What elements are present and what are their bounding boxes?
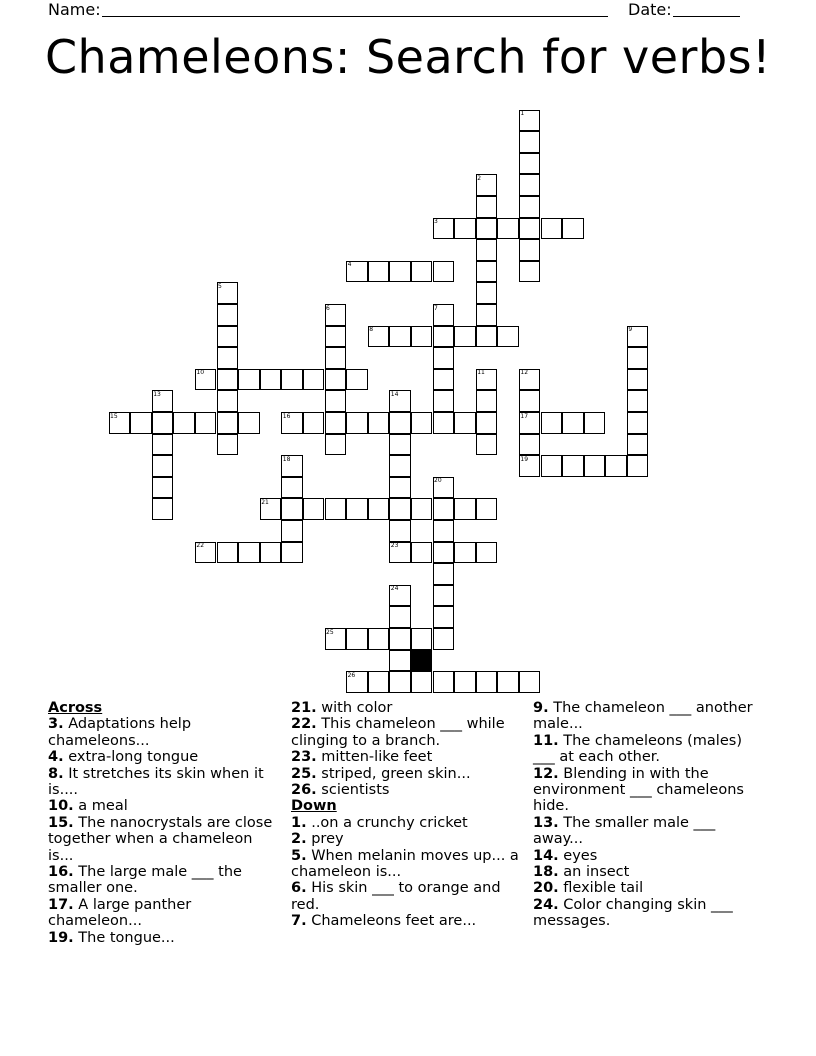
clue-item bbox=[533, 733, 763, 766]
grid-cell[interactable] bbox=[411, 671, 433, 693]
grid-cell[interactable] bbox=[368, 628, 390, 650]
clue-text: Color changing skin ___ messages. bbox=[533, 896, 733, 930]
clue-number: 3 bbox=[434, 218, 438, 226]
grid-cell[interactable] bbox=[281, 498, 303, 520]
grid-cell[interactable] bbox=[454, 671, 476, 693]
grid-cell[interactable] bbox=[519, 218, 541, 240]
clue-number: 25 bbox=[326, 628, 334, 636]
grid-cell[interactable] bbox=[627, 412, 649, 434]
grid-cell[interactable] bbox=[627, 347, 649, 369]
grid-cell[interactable] bbox=[476, 412, 498, 434]
clue-number-label: 14. bbox=[533, 847, 559, 864]
clue-number: 12 bbox=[520, 369, 529, 377]
clue-number-label: 24. bbox=[533, 896, 559, 913]
grid-cell[interactable] bbox=[519, 261, 541, 283]
down-heading: Down bbox=[291, 798, 337, 815]
clue-text: When melanin moves up... a chameleon is... bbox=[291, 847, 519, 881]
clue-text: eyes bbox=[563, 847, 598, 864]
grid-cell[interactable] bbox=[433, 520, 455, 542]
grid-cell[interactable] bbox=[389, 628, 411, 650]
grid-cell[interactable] bbox=[476, 218, 498, 240]
clue-number-label: 13. bbox=[533, 814, 559, 831]
grid-cell[interactable] bbox=[433, 390, 455, 412]
grid-cell[interactable] bbox=[281, 542, 303, 564]
clue-number: 5 bbox=[218, 282, 222, 290]
clue-number-label: 2. bbox=[291, 831, 307, 848]
grid-cell[interactable] bbox=[217, 390, 239, 412]
grid-cell[interactable] bbox=[476, 282, 498, 304]
grid-cell[interactable] bbox=[476, 434, 498, 456]
clue-text: The smaller male ___ away... bbox=[533, 814, 716, 848]
clue-item bbox=[291, 880, 523, 913]
grid-cell[interactable] bbox=[584, 455, 606, 477]
clue-text: This chameleon ___ while clinging to a branch. bbox=[291, 716, 505, 749]
grid-cell[interactable] bbox=[346, 498, 368, 520]
clue-item bbox=[48, 749, 278, 765]
grid-cell[interactable] bbox=[454, 326, 476, 348]
clue-text: mitten-like feet bbox=[321, 749, 433, 766]
grid-cell[interactable] bbox=[346, 369, 368, 391]
grid-cell[interactable] bbox=[433, 347, 455, 369]
clue-item bbox=[533, 880, 763, 896]
clues-column-3 bbox=[533, 700, 763, 930]
grid-cell[interactable] bbox=[152, 455, 174, 477]
grid-cell[interactable] bbox=[346, 412, 368, 434]
grid-cell[interactable] bbox=[433, 563, 455, 585]
across-heading: Across bbox=[48, 700, 103, 716]
grid-cell[interactable] bbox=[627, 455, 649, 477]
across-clue-list bbox=[48, 716, 278, 946]
clue-number: 16 bbox=[282, 412, 291, 420]
clue-text: a meal bbox=[78, 798, 128, 815]
clue-item bbox=[291, 831, 523, 847]
grid-cell[interactable] bbox=[411, 542, 433, 564]
grid-cell[interactable] bbox=[476, 671, 498, 693]
clue-item bbox=[533, 848, 763, 864]
clue-text: The nanocrystals are close together when a chameleon is... bbox=[48, 814, 273, 864]
clue-number-label: 21. bbox=[291, 700, 317, 716]
grid-cell[interactable] bbox=[411, 412, 433, 434]
clue-item bbox=[48, 897, 278, 930]
grid-cell[interactable] bbox=[389, 261, 411, 283]
name-label: Name: bbox=[48, 0, 101, 19]
clue-text: with color bbox=[321, 700, 393, 716]
grid-cell[interactable] bbox=[389, 671, 411, 693]
clue-number: 6 bbox=[326, 304, 330, 312]
clue-number: 11 bbox=[477, 369, 485, 377]
grid-cell[interactable] bbox=[476, 304, 498, 326]
clue-number: 10 bbox=[196, 369, 205, 377]
clue-item bbox=[291, 700, 523, 716]
clue-number: 19 bbox=[520, 455, 529, 463]
clue-item bbox=[291, 913, 523, 929]
grid-cell[interactable] bbox=[454, 218, 476, 240]
grid-cell[interactable] bbox=[519, 239, 541, 261]
grid-cell[interactable] bbox=[541, 412, 563, 434]
grid-cell[interactable] bbox=[325, 390, 347, 412]
grid-cell[interactable] bbox=[130, 412, 152, 434]
clue-number-label: 20. bbox=[533, 880, 559, 897]
grid-cell[interactable] bbox=[541, 455, 563, 477]
clue-number-label: 17. bbox=[48, 896, 74, 913]
grid-cell[interactable] bbox=[217, 369, 239, 391]
grid-cell[interactable] bbox=[260, 369, 282, 391]
grid-cell[interactable] bbox=[476, 239, 498, 261]
clue-item bbox=[533, 864, 763, 880]
grid-cell[interactable] bbox=[497, 218, 519, 240]
clue-number-label: 26. bbox=[291, 782, 317, 799]
grid-cell[interactable] bbox=[217, 434, 239, 456]
grid-cell[interactable] bbox=[562, 455, 584, 477]
grid-cell[interactable] bbox=[497, 671, 519, 693]
clue-text: The chameleon ___ another male... bbox=[533, 700, 753, 733]
clue-text: The chameleons (males) ___ at each other. bbox=[533, 732, 742, 766]
clue-number-label: 5. bbox=[291, 847, 307, 864]
clue-item bbox=[291, 782, 523, 798]
grid-cell[interactable] bbox=[368, 261, 390, 283]
clue-number: 15 bbox=[110, 412, 118, 420]
grid-cell[interactable] bbox=[152, 434, 174, 456]
clue-number: 13 bbox=[153, 390, 161, 398]
clue-number-label: 18. bbox=[533, 864, 559, 881]
grid-cell[interactable] bbox=[368, 412, 390, 434]
grid-cell[interactable] bbox=[389, 434, 411, 456]
grid-cell[interactable] bbox=[433, 412, 455, 434]
clue-number-label: 11. bbox=[533, 732, 559, 749]
page-title: Chameleons: Search for verbs! bbox=[44, 30, 772, 84]
clue-item bbox=[291, 716, 523, 749]
grid-cell[interactable] bbox=[519, 671, 541, 693]
grid-cell[interactable] bbox=[433, 326, 455, 348]
grid-cell[interactable] bbox=[152, 412, 174, 434]
grid-cell[interactable] bbox=[152, 477, 174, 499]
grid-cell[interactable] bbox=[605, 455, 627, 477]
clue-item bbox=[48, 716, 278, 749]
clue-item bbox=[48, 930, 278, 946]
clue-text: Blending in with the environment ___ chameleons hide. bbox=[533, 765, 744, 815]
clue-text: His skin ___ to orange and red. bbox=[291, 880, 501, 913]
grid-cell[interactable] bbox=[238, 412, 260, 434]
grid-cell[interactable] bbox=[217, 347, 239, 369]
clue-item bbox=[291, 766, 523, 782]
grid-cell[interactable] bbox=[476, 261, 498, 283]
clue-item bbox=[291, 848, 523, 881]
grid-cell[interactable] bbox=[476, 196, 498, 218]
grid-cell[interactable] bbox=[238, 542, 260, 564]
grid-cell[interactable] bbox=[476, 390, 498, 412]
clue-item bbox=[533, 815, 763, 848]
grid-cell[interactable] bbox=[325, 434, 347, 456]
clue-text: an insect bbox=[563, 864, 630, 881]
grid-cell[interactable] bbox=[562, 412, 584, 434]
grid-cell[interactable] bbox=[281, 520, 303, 542]
grid-cell[interactable] bbox=[562, 218, 584, 240]
grid-cell[interactable] bbox=[325, 369, 347, 391]
grid-cell[interactable] bbox=[389, 326, 411, 348]
clue-text: The tongue... bbox=[78, 929, 175, 946]
clue-number: 20 bbox=[434, 477, 442, 485]
clue-number-label: 4. bbox=[48, 749, 64, 766]
grid-cell[interactable] bbox=[325, 498, 347, 520]
clue-number-label: 6. bbox=[291, 880, 307, 897]
grid-cell[interactable] bbox=[173, 412, 195, 434]
clue-number: 17 bbox=[520, 412, 529, 420]
clues-column-2 bbox=[291, 700, 523, 930]
grid-cell[interactable] bbox=[325, 412, 347, 434]
grid-cell[interactable] bbox=[195, 412, 217, 434]
clue-item bbox=[48, 798, 278, 814]
clue-number: 9 bbox=[628, 326, 633, 334]
grid-cell[interactable] bbox=[627, 434, 649, 456]
grid-cell[interactable] bbox=[389, 477, 411, 499]
clue-item bbox=[291, 749, 523, 765]
grid-cell[interactable] bbox=[519, 174, 541, 196]
clue-number-label: 10. bbox=[48, 798, 74, 815]
grid-cell[interactable] bbox=[389, 650, 411, 672]
grid-cell[interactable] bbox=[217, 304, 239, 326]
clue-number: 21 bbox=[261, 498, 269, 506]
clue-item bbox=[48, 766, 278, 799]
clue-text: The large male ___ the smaller one. bbox=[48, 864, 242, 897]
clue-number-label: 9. bbox=[533, 700, 549, 716]
grid-cell[interactable] bbox=[238, 369, 260, 391]
clue-item bbox=[533, 766, 763, 815]
clue-number-label: 8. bbox=[48, 765, 64, 782]
grid-cell[interactable] bbox=[411, 326, 433, 348]
grid-cell[interactable] bbox=[541, 218, 563, 240]
grid-cell[interactable] bbox=[584, 412, 606, 434]
clue-number: 26 bbox=[347, 671, 356, 679]
clue-text: A large panther chameleon... bbox=[48, 896, 192, 930]
grid-cell[interactable] bbox=[281, 477, 303, 499]
clue-number-label: 19. bbox=[48, 929, 74, 946]
clue-number-label: 7. bbox=[291, 913, 307, 930]
grid-cell[interactable] bbox=[303, 498, 325, 520]
clue-number-label: 25. bbox=[291, 765, 317, 782]
grid-cell[interactable] bbox=[389, 606, 411, 628]
grid-cell[interactable] bbox=[433, 498, 455, 520]
clue-number-label: 1. bbox=[291, 814, 307, 831]
clue-number-label: 23. bbox=[291, 749, 317, 766]
grid-cell[interactable] bbox=[389, 455, 411, 477]
grid-cell[interactable] bbox=[454, 412, 476, 434]
grid-cell[interactable] bbox=[454, 498, 476, 520]
grid-cell[interactable] bbox=[260, 542, 282, 564]
down-clue-list-continued bbox=[533, 700, 763, 930]
grid-cell[interactable] bbox=[476, 542, 498, 564]
grid-cell[interactable] bbox=[303, 412, 325, 434]
clue-number: 24 bbox=[390, 585, 399, 593]
clue-number: 14 bbox=[390, 390, 399, 398]
grid-cell[interactable] bbox=[346, 628, 368, 650]
clue-number: 23 bbox=[390, 542, 399, 550]
clue-text: Adaptations help chameleons... bbox=[48, 716, 192, 749]
clue-number-label: 12. bbox=[533, 765, 559, 782]
grid-cell[interactable] bbox=[433, 261, 455, 283]
down-clue-list bbox=[291, 815, 523, 930]
grid-cell[interactable] bbox=[476, 326, 498, 348]
clue-text: flexible tail bbox=[563, 880, 644, 897]
grid-cell[interactable] bbox=[627, 390, 649, 412]
grid-cell-black bbox=[411, 650, 433, 672]
date-label: Date: bbox=[628, 0, 672, 19]
clues-column-1 bbox=[48, 700, 278, 946]
grid-cell[interactable] bbox=[389, 412, 411, 434]
grid-cell[interactable] bbox=[519, 131, 541, 153]
grid-cell[interactable] bbox=[325, 326, 347, 348]
grid-cell[interactable] bbox=[411, 628, 433, 650]
clue-number: 18 bbox=[282, 455, 291, 463]
grid-cell[interactable] bbox=[433, 628, 455, 650]
grid-cell[interactable] bbox=[217, 412, 239, 434]
grid-cell[interactable] bbox=[433, 542, 455, 564]
grid-cell[interactable] bbox=[497, 326, 519, 348]
grid-cell[interactable] bbox=[476, 498, 498, 520]
clue-item bbox=[533, 700, 763, 733]
grid-cell[interactable] bbox=[627, 369, 649, 391]
grid-cell[interactable] bbox=[519, 434, 541, 456]
grid-cell[interactable] bbox=[389, 498, 411, 520]
grid-cell[interactable] bbox=[368, 671, 390, 693]
grid-cell[interactable] bbox=[411, 261, 433, 283]
clue-text: striped, green skin... bbox=[321, 765, 471, 782]
grid-cell[interactable] bbox=[433, 369, 455, 391]
grid-cell[interactable] bbox=[519, 390, 541, 412]
grid-cell[interactable] bbox=[519, 153, 541, 175]
clue-number: 8 bbox=[369, 326, 374, 334]
grid-cell[interactable] bbox=[433, 671, 455, 693]
grid-cell[interactable] bbox=[368, 498, 390, 520]
across-clue-list-continued bbox=[291, 700, 523, 798]
grid-cell[interactable] bbox=[411, 498, 433, 520]
clue-item bbox=[48, 815, 278, 864]
clue-number-label: 15. bbox=[48, 814, 74, 831]
clue-text: ..on a crunchy cricket bbox=[311, 814, 468, 831]
grid-cell[interactable] bbox=[519, 196, 541, 218]
clue-text: prey bbox=[311, 831, 344, 848]
grid-cell[interactable] bbox=[303, 369, 325, 391]
grid-cell[interactable] bbox=[433, 585, 455, 607]
clue-number: 2 bbox=[477, 174, 482, 182]
clue-number: 1 bbox=[520, 110, 525, 118]
clue-text: extra-long tongue bbox=[68, 749, 199, 766]
clue-number: 4 bbox=[347, 261, 352, 269]
clue-item bbox=[291, 815, 523, 831]
clue-number-label: 3. bbox=[48, 716, 64, 733]
clue-text: scientists bbox=[321, 782, 390, 799]
grid-cell[interactable] bbox=[325, 347, 347, 369]
clue-number-label: 22. bbox=[291, 716, 317, 733]
clue-item bbox=[48, 864, 278, 897]
grid-cell[interactable] bbox=[152, 498, 174, 520]
clue-text: It stretches its skin when it is.... bbox=[48, 765, 264, 799]
clue-number: 7 bbox=[434, 304, 438, 312]
grid-cell[interactable] bbox=[281, 369, 303, 391]
clue-item bbox=[533, 897, 763, 930]
grid-cell[interactable] bbox=[217, 542, 239, 564]
grid-cell[interactable] bbox=[389, 520, 411, 542]
clue-number: 22 bbox=[196, 542, 205, 550]
grid-cell[interactable] bbox=[433, 606, 455, 628]
grid-cell[interactable] bbox=[217, 326, 239, 348]
clue-number-label: 16. bbox=[48, 864, 74, 881]
grid-cell[interactable] bbox=[454, 542, 476, 564]
clue-text: Chameleons feet are... bbox=[311, 913, 477, 930]
